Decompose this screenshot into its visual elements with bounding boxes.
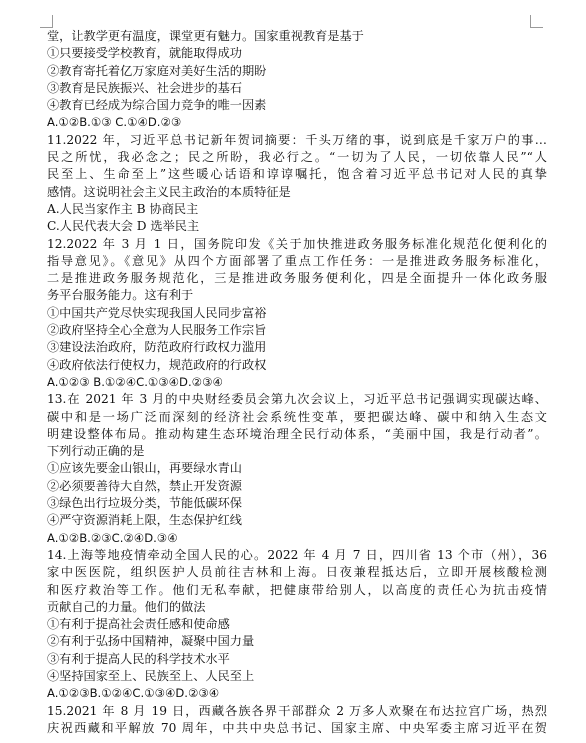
text-line: 堂，让教学更有温度，课堂更有魅力。国家重视教育是基于 (47, 29, 364, 43)
text-line: ④坚持国家至上、民族至上、人民至上 (47, 668, 255, 683)
text-line: ①有利于提高社会责任感和使命感 (47, 617, 230, 632)
text-line: ③教育是民族振兴、社会进步的基石 (47, 80, 242, 95)
document-body (47, 28, 547, 737)
text-line: 指导意见》。《意见》从四个方面部署了重点工作任务：一是推进政务服务标准化， (47, 253, 547, 268)
text-line: ③绿色出行垃圾分类，节能低碳环保 (47, 496, 242, 511)
text-line: A.人民当家作主 B 协商民主 (47, 201, 199, 216)
text-line: 民至上、生命至上”这些暖心话语和谆谆嘱托，饱含着习近平总书记对人民的真挚 (47, 167, 547, 182)
text-line: 14.上海等地疫情牵动全国人民的心。2022 年 4 月 7 日，四川省 13 个市（州），36 (47, 547, 547, 562)
text-line: 11.2022 年，习近平总书记新年贺词摘要：千头万绪的事，说到底是千家万户的事… (47, 132, 547, 147)
text-line: ①只要接受学校教育，就能取得成功 (47, 46, 242, 61)
text-line: 下列行动正确的是 (47, 444, 145, 459)
text-line: ④教育已经成为综合国力竞争的唯一因素 (47, 98, 267, 113)
text-line: ②有利于弘扬中国精神，凝聚中国力量 (47, 634, 255, 649)
text-line: C.人民代表大会 D 选举民主 (47, 219, 200, 234)
answer-options-line: A.①②③ B.①②④C.①③④D.②③④ (47, 374, 223, 389)
text-line: 明建设整体布局。推动构建生态环境治理全民行动体系，“美丽中国，我是行动者”。 (47, 426, 547, 441)
text-line: ②教育寄托着亿万家庭对美好生活的期盼 (47, 63, 267, 78)
answer-options-line: A.①②B.①③ C.①④D.②③ (47, 115, 182, 130)
page-corner-mark-top-left (40, 15, 53, 28)
text-line: ①应该先要金山银山，再要绿水青山 (47, 461, 242, 476)
text-line: 贡献自己的力量。他们的做法 (47, 599, 206, 614)
text-line: ②必须要善待大自然，禁止开发资源 (47, 478, 242, 493)
answer-options-line: A.①②③B.①②④C.①③④D.②③④ (47, 686, 220, 701)
text-line: 民之所忧，我必念之；民之所盼，我必行之。“一切为了人民，一切依靠人民”“人 (47, 150, 547, 165)
page-corner-mark-top-right (530, 15, 543, 28)
text-line: 感情。这说明社会主义民主政治的本质特征是 (47, 184, 291, 199)
text-line: ②政府坚持全心全意为人民服务工作宗旨 (47, 323, 267, 338)
text-line: 庆祝西藏和平解放 70 周年，中共中央总书记、国家主席、中央军委主席习近平在贺 (47, 720, 547, 735)
text-line: ③建设法治政府，防范政府行政权力滥用 (47, 340, 267, 355)
text-line: 家中医医院，组织医护人员前往吉林和上海。日夜兼程抵达后，立即开展核酸检测 (47, 565, 547, 580)
text-line: 13.在 2021 年 3 月的中央财经委员会第九次会议上，习近平总书记强调实现碳达峰、 (47, 392, 547, 407)
text-line: ④严守资源消耗上限，生态保护红线 (47, 513, 242, 528)
text-line: 和医疗救治等工作。他们无私奉献，把健康带给别人，以高度的责任心为抗击疫情 (47, 582, 547, 597)
text-line: 二是推进政务服务规范化，三是推进政务服务便利化，四是全面提升一体化政务服 (47, 271, 547, 286)
text-line: 务平台服务能力。这有利于 (47, 288, 194, 303)
text-line: ④政府依法行使权力，规范政府的行政权 (47, 357, 267, 372)
text-line: 12.2022 年 3 月 1 日，国务院印发《关于加快推进政务服务标准化规范化便利化的 (47, 236, 547, 251)
text-line: ③有利于提高人民的科学技术水平 (47, 651, 230, 666)
text-line: 碳中和是一场广泛而深刻的经济社会系统性变革，要把碳达峰、碳中和纳入生态文 (47, 409, 547, 424)
text-line: 15.2021 年 8 月 19 日，西藏各族各界干部群众 2 万多人欢聚在布达拉宫广场，热烈 (47, 703, 547, 718)
text-line: ①中国共产党尽快实现我国人民同步富裕 (47, 305, 267, 320)
answer-options-line: A.①②B.②③C.②④D.③④ (47, 530, 178, 545)
